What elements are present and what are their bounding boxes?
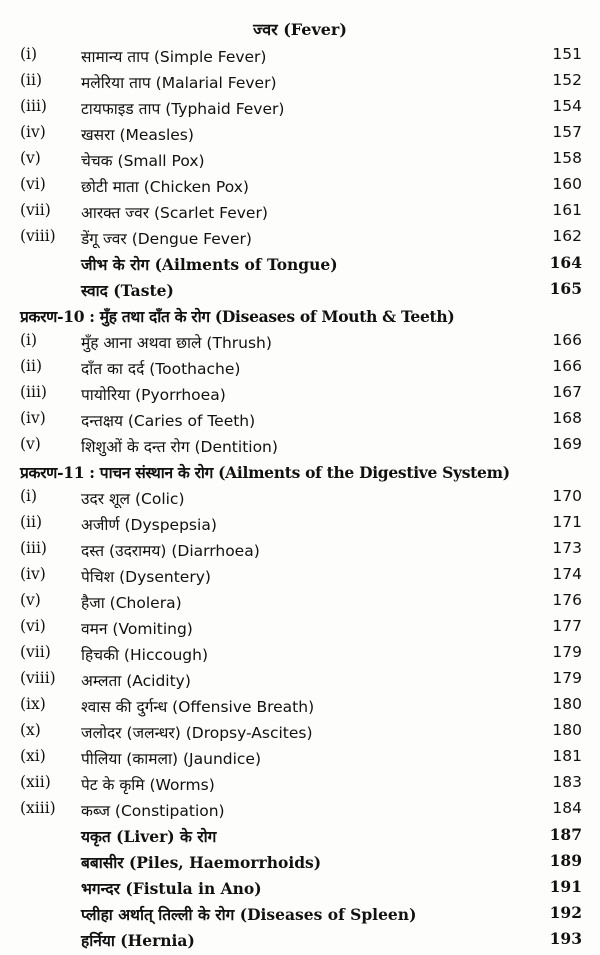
entry-page: 187 [549,825,582,844]
entry-title: हिचकी (Hiccough) [81,646,209,664]
entry-page: 171 [552,513,582,531]
entry-title: दाँत का दर्द (Toothache) [81,360,241,378]
entry-title: डेंगू ज्वर (Dengue Fever) [81,230,252,248]
entry-title: दन्तक्षय (Caries of Teeth) [81,412,256,430]
entry-number: (i) [20,45,38,63]
entry-page: 166 [552,331,582,349]
entry-page: 176 [552,591,582,609]
section-heading-fever: ज्वर (Fever) [253,20,347,39]
entry-page: 191 [549,877,582,896]
entry-number: (xiii) [20,799,56,817]
entry-number: (iv) [20,565,46,583]
toc-entry [0,97,600,123]
toc-entry [0,123,600,149]
entry-number: (vii) [20,201,51,219]
entry-title: मुँह आना अथवा छाले (Thrush) [81,334,272,352]
entry-number: (iv) [20,409,46,427]
entry-title: टायफाइड ताप (Typhaid Fever) [81,100,285,118]
toc-entry [0,695,600,721]
toc-entry [0,721,600,747]
entry-page: 152 [552,71,582,89]
entry-number: (vi) [20,175,46,193]
entry-title: उदर शूल (Colic) [81,490,185,508]
entry-page: 189 [549,851,582,870]
toc-entry [0,903,600,929]
entry-title: कब्ज (Constipation) [81,802,225,820]
entry-title: स्वाद (Taste) [81,281,174,300]
toc-entry [0,227,600,253]
entry-title: अम्लता (Acidity) [81,672,191,690]
toc-entry [0,201,600,227]
entry-page: 177 [552,617,582,635]
entry-number: (ii) [20,71,43,89]
entry-number: (ii) [20,513,43,531]
entry-number: (v) [20,435,41,453]
entry-page: 164 [549,253,582,272]
entry-page: 162 [552,227,582,245]
entry-page: 169 [552,435,582,453]
entry-page: 180 [552,721,582,739]
entry-title: हर्निया (Hernia) [81,931,195,950]
toc-entry [0,513,600,539]
entry-page: 170 [552,487,582,505]
entry-title: शिशुओं के दन्त रोग (Dentition) [81,438,278,456]
entry-page: 183 [552,773,582,791]
entry-page: 166 [552,357,582,375]
entry-page: 158 [552,149,582,167]
entry-number: (vii) [20,643,51,661]
toc-entry [0,851,600,877]
entry-number: (ii) [20,357,43,375]
toc-entry [0,435,600,461]
entry-page: 192 [549,903,582,922]
entry-number: (xi) [20,747,46,765]
entry-title: खसरा (Measles) [81,126,194,144]
entry-title: आरक्त ज्वर (Scarlet Fever) [81,204,268,222]
entry-title: चेचक (Small Pox) [81,152,205,170]
toc-entry [0,929,600,955]
toc-entry [0,383,600,409]
toc-entry [0,539,600,565]
entry-title: पेचिश (Dysentery) [81,568,211,586]
entry-title: जलोदर (जलन्धर) (Dropsy-Ascites) [81,724,313,742]
toc-entry [0,149,600,175]
entry-page: 184 [552,799,582,817]
entry-number: (iii) [20,539,47,557]
toc-entry [0,409,600,435]
entry-number: (i) [20,331,38,349]
entry-title: हैजा (Cholera) [81,594,182,612]
entry-number: (ix) [20,695,46,713]
entry-number: (v) [20,591,41,609]
toc-entry [0,617,600,643]
entry-title: पायोरिया (Pyorrhoea) [81,386,226,404]
entry-number: (iii) [20,97,47,115]
entry-title: पीलिया (कामला) (Jaundice) [81,750,262,768]
entry-title: सामान्य ताप (Simple Fever) [81,48,267,66]
toc-entry [0,669,600,695]
toc-entry [0,45,600,71]
toc-entry [0,825,600,851]
entry-title: जीभ के रोग (Ailments of Tongue) [81,255,338,274]
entry-page: 151 [552,45,582,63]
entry-title: वमन (Vomiting) [81,620,193,638]
entry-title: छोटी माता (Chicken Pox) [81,178,249,196]
entry-page: 173 [552,539,582,557]
entry-title: अजीर्ण (Dyspepsia) [81,516,217,534]
entry-number: (xii) [20,773,51,791]
entry-page: 174 [552,565,582,583]
entry-title: श्वास की दुर्गन्ध (Offensive Breath) [81,698,315,716]
toc-entry [0,643,600,669]
toc-entry [0,253,600,279]
entry-number: (viii) [20,227,56,245]
entry-title: मलेरिया ताप (Malarial Fever) [81,74,277,92]
entry-title: पेट के कृमि (Worms) [81,776,215,794]
entry-number: (iii) [20,383,47,401]
entry-number: (v) [20,149,41,167]
entry-page: 179 [552,643,582,661]
entry-title: भगन्दर (Fistula in Ano) [81,879,262,898]
toc-entry [0,71,600,97]
toc-entry [0,331,600,357]
entry-page: 154 [552,97,582,115]
toc-entry [0,487,600,513]
chapter-heading-10: प्रकरण-10 : मुँह तथा दाँत के रोग (Diseases of Mouth & Teeth) [20,307,455,326]
entry-page: 168 [552,409,582,427]
toc-entry [0,279,600,305]
entry-number: (viii) [20,669,56,687]
entry-page: 167 [552,383,582,401]
entry-page: 160 [552,175,582,193]
entry-number: (i) [20,487,38,505]
toc-entry [0,799,600,825]
entry-number: (vi) [20,617,46,635]
entry-page: 180 [552,695,582,713]
chapter-heading-11: प्रकरण-11 : पाचन संस्थान के रोग (Ailments of the Digestive System) [20,463,510,482]
toc-entry [0,175,600,201]
toc-entry [0,591,600,617]
entry-number: (iv) [20,123,46,141]
entry-page: 179 [552,669,582,687]
entry-page: 193 [549,929,582,948]
entry-page: 181 [552,747,582,765]
entry-page: 165 [549,279,582,298]
entry-title: यकृत (Liver) के रोग [81,827,217,846]
entry-page: 161 [552,201,582,219]
entry-title: बबासीर (Piles, Haemorrhoids) [81,853,322,872]
toc-entry [0,877,600,903]
entry-title: दस्त (उदरामय) (Diarrhoea) [81,542,260,560]
toc-entry [0,747,600,773]
toc-entry [0,773,600,799]
entry-page: 157 [552,123,582,141]
toc-entry [0,357,600,383]
entry-number: (x) [20,721,41,739]
toc-entry [0,565,600,591]
entry-title: प्लीहा अर्थात् तिल्ली के रोग (Diseases of Spleen) [81,905,417,924]
